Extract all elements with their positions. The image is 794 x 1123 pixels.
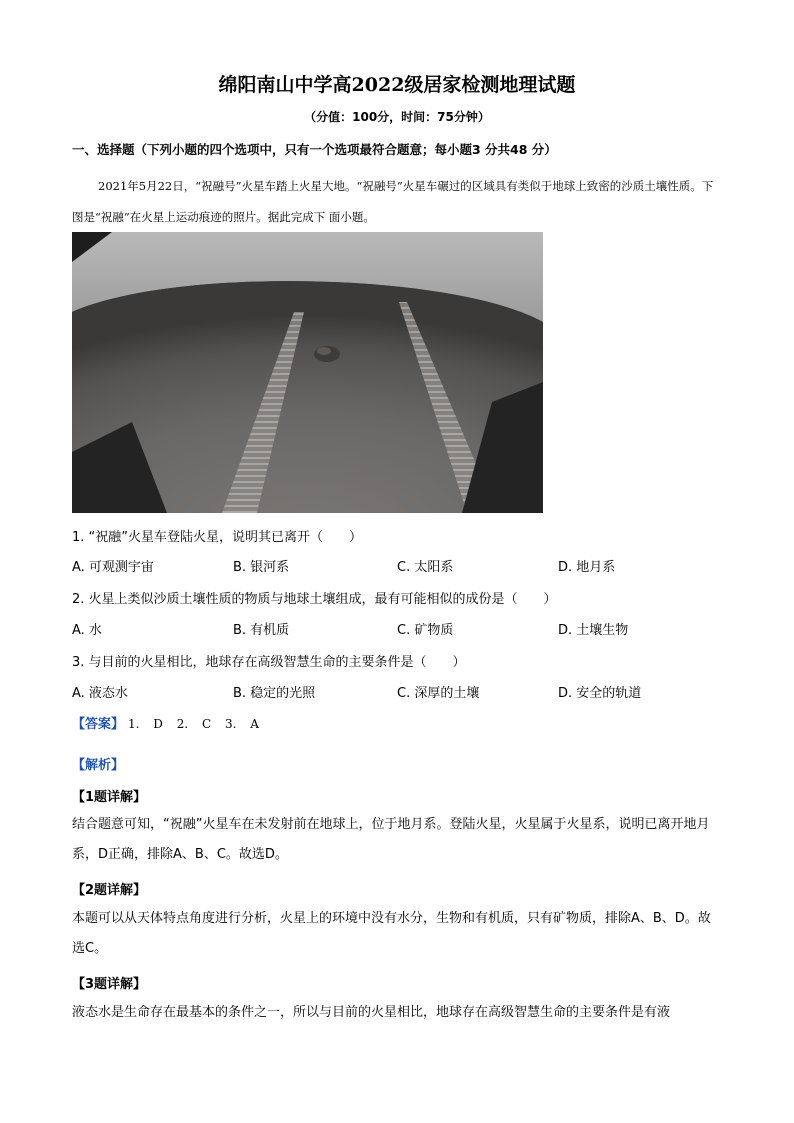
question-3-option-d[interactable]: D. 安全的轨道 — [558, 686, 642, 701]
mars-rover-tracks-photo — [72, 232, 543, 513]
question-2-option-d[interactable]: D. 土壤生物 — [558, 623, 629, 638]
question-3-option-b[interactable]: B. 稳定的光照 — [233, 686, 316, 701]
question-1-option-b[interactable]: B. 银河系 — [233, 560, 290, 575]
question-1-option-a[interactable]: A. 可观测宇宙 — [72, 560, 154, 575]
explanation-1-heading: 【1题详解】 — [72, 790, 147, 805]
question-1-stem: 1. “祝融”火星车登陆火星，说明其已离开（ ） — [72, 530, 363, 545]
question-3-stem: 3. 与目前的火星相比，地球存在高级智慧生命的主要条件是（ ） — [72, 655, 466, 670]
question-2-option-a[interactable]: A. 水 — [72, 623, 102, 638]
question-intro: 2021年5月22日，“祝融号”火星车踏上火星大地。“祝融号”火星车碾过的区域具有类似于地球上致密的沙质土壤性质。下图是“祝融”在火星上运动痕迹的照片。据此完成下 面小题。 — [72, 179, 714, 224]
page-title: 绵阳南山中学高2022级居家检测地理试题 — [218, 74, 576, 96]
question-2-option-c[interactable]: C. 矿物质 — [397, 623, 454, 638]
question-2-stem: 2. 火星上类似沙质土壤性质的物质与地球土壤组成，最有可能相似的成份是（ ） — [72, 592, 557, 607]
explanation-3-heading: 【3题详解】 — [72, 977, 147, 992]
answer-tag: 【答案】 — [72, 717, 125, 732]
analysis-heading: 【解析】 — [72, 758, 125, 773]
exam-info: （分值：100分，时间：75分钟） — [304, 110, 490, 124]
answer-values: 1. D 2. C 3. A — [128, 717, 259, 731]
explanation-1-text: 结合题意可知，“祝融”火星车在未发射前在地球上，位于地月系。登陆火星，火星属于火星系，说明已离开地月系，D正确，排除A、B、C。故选D。 — [72, 817, 710, 862]
explanation-2-heading: 【2题详解】 — [72, 883, 147, 898]
answer-line — [72, 713, 259, 732]
explanation-3-text: 液态水是生命存在最基本的条件之一，所以与目前的火星相比，地球存在高级智慧生命的主要条件是有液 — [72, 1005, 671, 1020]
question-2-option-b[interactable]: B. 有机质 — [233, 623, 290, 638]
question-3-option-a[interactable]: A. 液态水 — [72, 686, 128, 701]
mars-surface-image — [72, 232, 543, 513]
question-1-option-c[interactable]: C. 太阳系 — [397, 560, 454, 575]
question-3-option-c[interactable]: C. 深厚的土壤 — [397, 686, 480, 701]
explanation-2-text: 本题可以从天体特点角度进行分析，火星上的环境中没有水分，生物和有机质，只有矿物质，排除A、B、D。故选C。 — [72, 911, 711, 956]
question-1-option-d[interactable]: D. 地月系 — [558, 560, 616, 575]
section-heading: 一、选择题（下列小题的四个选项中，只有一个选项最符合题意；每小题3 分共48 分） — [72, 142, 557, 157]
